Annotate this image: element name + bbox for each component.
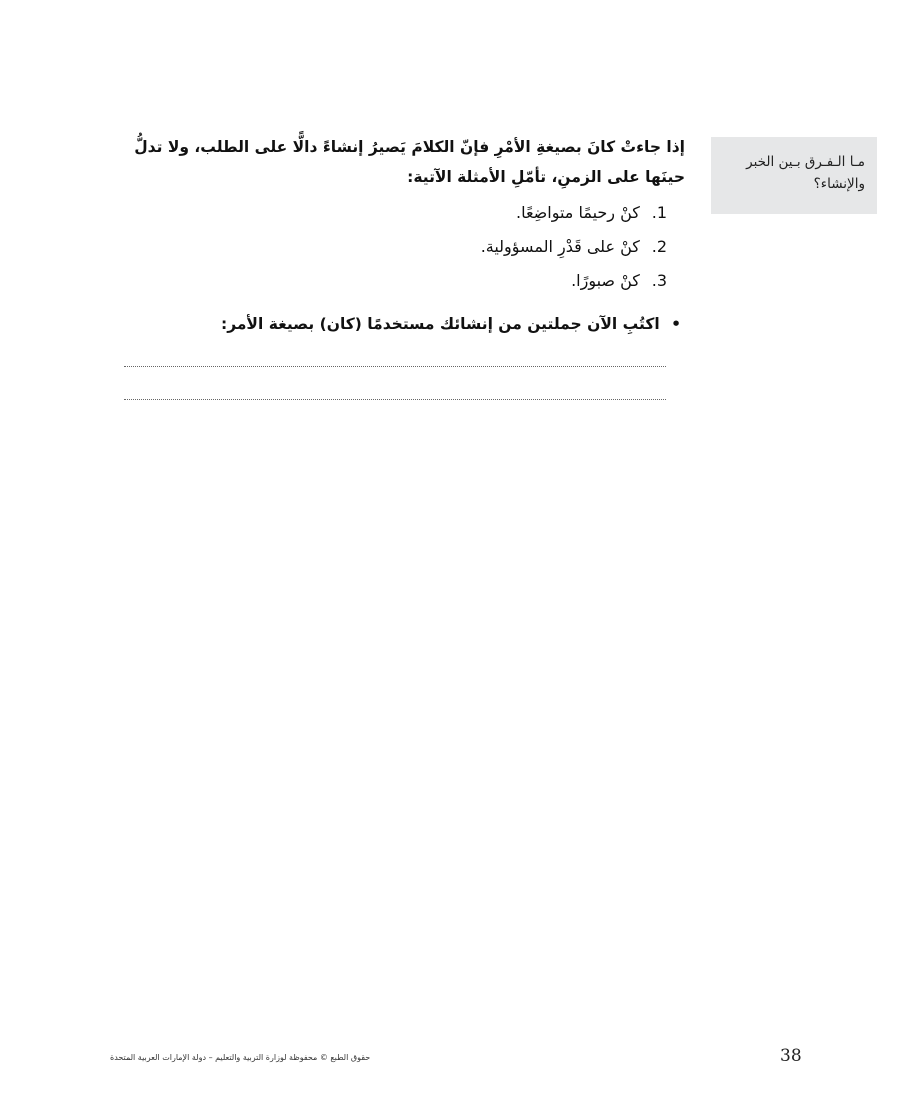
example-text: كنْ صبورًا. — [571, 271, 640, 290]
examples-list — [128, 196, 685, 298]
answer-line-1[interactable] — [124, 366, 666, 367]
sidebar-question-box — [711, 137, 877, 214]
copyright-footer: حقوق الطبع © محفوظة لوزارة التربية والتعليم – دولة الإمارات العربية المتحدة — [110, 1053, 371, 1062]
lesson-content — [128, 132, 685, 338]
example-number: 3. — [651, 271, 667, 290]
intro-paragraph: إذا جاءتْ كانَ بصيغةِ الأمْرِ فإنّ الكلامَ يَصيرُ إنشاءً دالًّا على الطلب، ولا تدلُّ حينَها على الزمنِ، تأمّلِ الأمثلة الآتية: — [134, 138, 685, 186]
example-text: كنْ رحيمًا متواضِعًا. — [515, 203, 640, 222]
example-number: 2. — [651, 237, 667, 256]
writing-task-text: اكتُبِ الآن جملتين من إنشائك مستخدمًا (كان) بصيغة الأمر: — [221, 315, 660, 333]
example-item — [128, 230, 667, 264]
page-number: 38 — [780, 1046, 802, 1066]
bullet-icon: • — [671, 315, 681, 333]
example-text: كنْ على قَدْرِ المسؤولية. — [480, 237, 640, 256]
example-item — [128, 196, 667, 230]
answer-line-2[interactable] — [124, 399, 666, 400]
writing-task — [128, 310, 685, 338]
example-number: 1. — [651, 203, 667, 222]
example-item — [128, 264, 667, 298]
sidebar-question-text: مـا الـفـرق بـين الخبر والإنشاء؟ — [746, 154, 865, 192]
